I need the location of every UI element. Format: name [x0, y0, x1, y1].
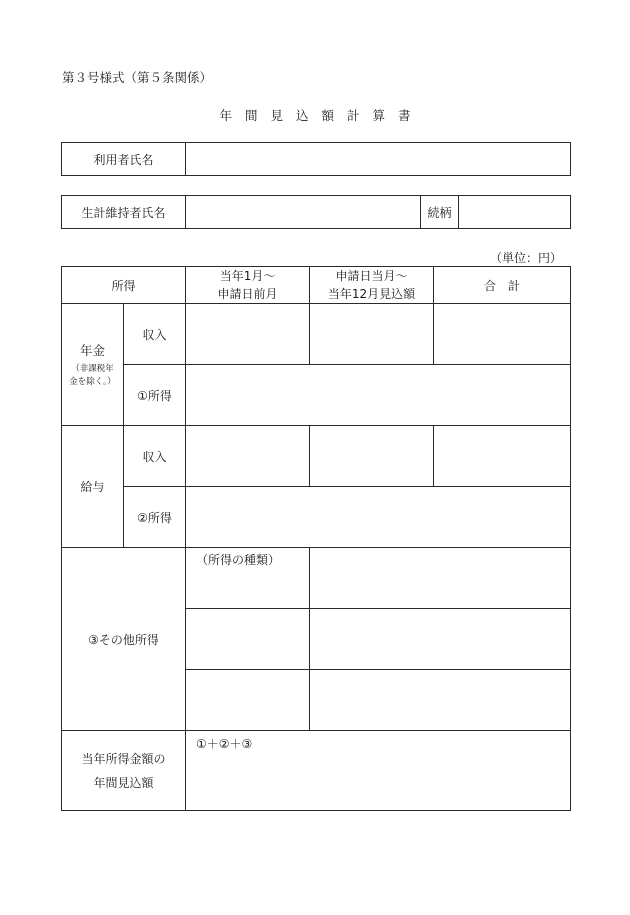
other-income-type-header: （所得の種類）	[196, 553, 281, 567]
pension-income-label: 収入	[124, 304, 186, 365]
supporter-name-label: 生計維持者氏名	[62, 196, 186, 229]
annual-estimate-row	[62, 731, 571, 811]
other-income-amount-2[interactable]	[310, 609, 571, 670]
supporter-table	[61, 195, 571, 229]
other-income-label: ③その他所得	[62, 548, 186, 731]
salary-earnings-label: ②所得	[124, 487, 186, 548]
pension-income-period2[interactable]	[310, 304, 434, 365]
relationship-field[interactable]	[459, 196, 571, 229]
document-title: 年間見込額計算書	[219, 108, 424, 123]
header-category: 所得	[62, 267, 186, 304]
income-table	[61, 266, 571, 811]
header-period2-line2: 当年12月見込額	[327, 287, 416, 301]
unit-note: （単位：円）	[489, 251, 562, 265]
salary-income-period2[interactable]	[310, 426, 434, 487]
other-income-row-1	[62, 548, 571, 609]
pension-label: 年金	[79, 343, 105, 359]
user-name-field[interactable]	[186, 143, 571, 176]
salary-earnings-field[interactable]	[186, 487, 571, 548]
salary-income-period1[interactable]	[186, 426, 310, 487]
pension-note-line2: 金を除く。）	[69, 376, 116, 387]
annual-estimate-field[interactable]	[186, 731, 571, 811]
other-income-amount-3[interactable]	[310, 670, 571, 731]
pension-earnings-row	[62, 365, 571, 426]
header-period1	[186, 267, 310, 304]
salary-income-row	[62, 426, 571, 487]
other-income-type-3[interactable]	[186, 670, 310, 731]
header-period1-line2: 申請日前月	[217, 287, 278, 301]
header-total: 合 計	[434, 267, 571, 304]
header-period1-line1: 当年1月～	[219, 269, 276, 283]
header-period2	[310, 267, 434, 304]
header-period2-line1: 申請日当月～	[335, 269, 408, 283]
supporter-name-field[interactable]	[186, 196, 421, 229]
relationship-label: 続柄	[421, 196, 459, 229]
other-income-amount-1[interactable]	[310, 548, 571, 609]
pension-earnings-label: ①所得	[124, 365, 186, 426]
annual-estimate-label	[62, 731, 186, 811]
annual-estimate-label-line1: 当年所得金額の	[81, 751, 166, 766]
annual-estimate-label-line2: 年間見込額	[93, 775, 154, 790]
salary-income-total[interactable]	[434, 426, 571, 487]
pension-income-row	[62, 304, 571, 365]
other-income-type-1[interactable]	[186, 548, 310, 609]
user-name-label: 利用者氏名	[62, 143, 186, 176]
pension-label-cell	[62, 304, 124, 426]
pension-income-total[interactable]	[434, 304, 571, 365]
pension-earnings-field[interactable]	[186, 365, 571, 426]
salary-income-label: 収入	[124, 426, 186, 487]
pension-note-line1: （非課税年	[71, 364, 114, 375]
table-header-row	[62, 267, 571, 304]
salary-label: 給与	[62, 426, 124, 548]
salary-earnings-row	[62, 487, 571, 548]
annual-estimate-formula: ①＋②＋③	[196, 737, 253, 751]
form-number: 第３号様式（第５条関係）	[62, 70, 213, 85]
other-income-type-2[interactable]	[186, 609, 310, 670]
pension-income-period1[interactable]	[186, 304, 310, 365]
user-name-table	[61, 142, 571, 176]
